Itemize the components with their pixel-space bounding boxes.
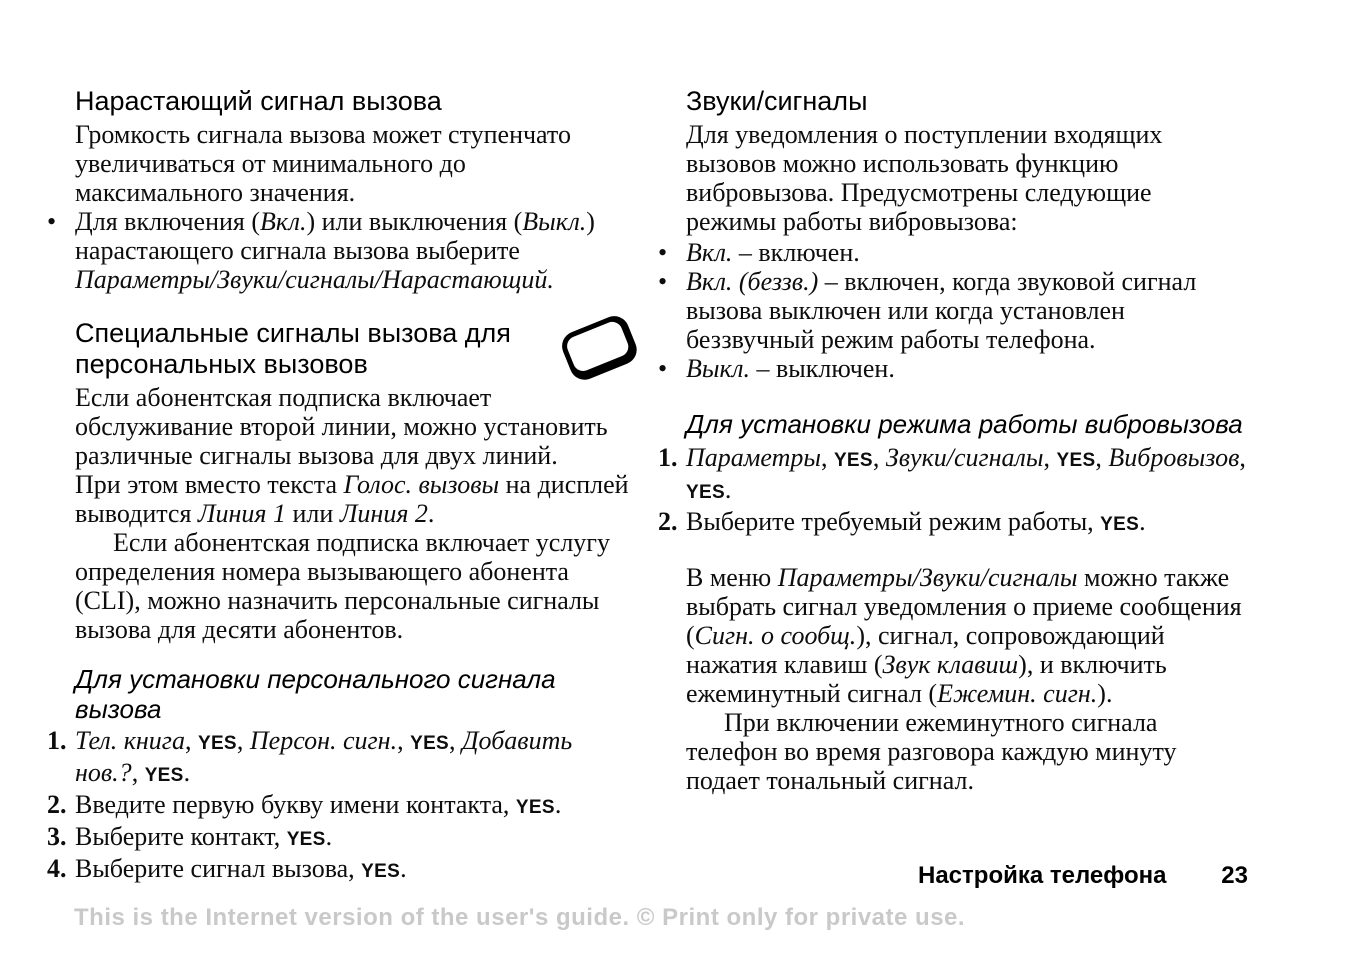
list-item-text: Выберите сигнал вызова, YES. bbox=[75, 854, 407, 883]
paragraph-personal-rings-3: Если абонентская подписка включает услугу определения номера вызывающего абонента (CLI), можно назначить персональные сигналы вызова для десяти абонентов. bbox=[75, 528, 610, 644]
paragraph-personal-rings-2: При этом вместо текста Голос. вызовы на дисплей выводится Линия 1 или Линия 2. bbox=[75, 470, 629, 528]
left-column bbox=[47, 86, 640, 886]
bullet-text: Вкл. – включен. bbox=[686, 238, 860, 267]
bullet-text: Вкл. (беззв.) – включен, когда звуковой сигнал вызова выключен или когда установлен беззвучный режим работы телефона. bbox=[686, 267, 1197, 354]
paragraph-personal-rings-1: Если абонентская подписка включает обслуживание второй линии, можно установить различные сигналы вызова для двух линий. bbox=[75, 383, 608, 470]
list-item bbox=[47, 726, 640, 790]
bullet-item bbox=[658, 354, 1248, 383]
list-number: 1. bbox=[658, 443, 678, 472]
section-title-ramping-ring: Нарастающий сигнал вызова bbox=[75, 86, 442, 116]
footer-page-number: 23 bbox=[1221, 862, 1248, 889]
list-number: 4. bbox=[47, 854, 67, 883]
phone-outline-icon bbox=[560, 314, 640, 382]
page-footer bbox=[918, 862, 1248, 890]
list-item bbox=[658, 507, 1248, 539]
list-item bbox=[47, 854, 640, 886]
list-item-text: Параметры, YES, Звуки/сигналы, YES, Вибровызов, YES. bbox=[686, 443, 1246, 504]
bullet-item bbox=[658, 238, 1248, 267]
paragraph-sounds-alerts-body: Для уведомления о поступлении входящих вызовов можно использовать функцию вибровызова. Предусмотрены следующие режимы работы вибровызова: bbox=[686, 120, 1163, 236]
list-item bbox=[658, 443, 1248, 507]
numbered-list bbox=[658, 443, 1248, 539]
numbered-list bbox=[47, 726, 640, 886]
paragraph-note-minute-minder: При включении ежеминутного сигнала телефон во время разговора каждую минуту подает тональный сигнал. bbox=[686, 708, 1177, 795]
footer-section-title: Настройка телефона bbox=[918, 862, 1167, 889]
bullet-item bbox=[47, 207, 640, 294]
list-item-text: Введите первую букву имени контакта, YES. bbox=[75, 790, 562, 819]
list-item-text: Тел. книга, YES, Персон. сигн., YES, Добавить нов.?, YES. bbox=[75, 726, 573, 787]
list-item-text: Выберите контакт, YES. bbox=[75, 822, 333, 851]
list-item bbox=[47, 790, 640, 822]
section-title-personal-rings: Специальные сигналы вызова для персональных вызовов bbox=[75, 318, 511, 379]
bullet-marker: • bbox=[658, 354, 668, 383]
procedure-title-set-vibrating-alert: Для установки режима работы вибровызова bbox=[686, 409, 1243, 439]
bullet-list bbox=[658, 238, 1248, 383]
list-item bbox=[47, 822, 640, 854]
list-number: 2. bbox=[658, 507, 678, 536]
list-number: 3. bbox=[47, 822, 67, 851]
bullet-text: Выкл. – выключен. bbox=[686, 354, 895, 383]
list-number: 1. bbox=[47, 726, 67, 755]
procedure-title-set-personal-ring: Для установки персонального сигнала вызова bbox=[75, 664, 556, 724]
bullet-item bbox=[658, 267, 1248, 354]
bullet-marker: • bbox=[658, 238, 668, 267]
bullet-text: Для включения (Вкл.) или выключения (Выкл.) нарастающего сигнала вызова выберите Параметры/Звуки/сигналы/Нарастающий. bbox=[75, 207, 595, 294]
list-number: 2. bbox=[47, 790, 67, 819]
watermark-text: This is the Internet version of the user's guide. © Print only for private use. bbox=[74, 904, 966, 931]
paragraph-ramping-ring-body: Громкость сигнала вызова может ступенчато увеличиваться от минимального до максимального значения. bbox=[75, 120, 571, 207]
paragraph-note-menu: В меню Параметры/Звуки/сигналы можно также выбрать сигнал уведомления о приеме сообщения (Сигн. о сообщ.), сигнал, сопровождающий нажатия клавиш (Звук клавиш), и включить ежеминутный сигнал (Ежемин. сигн.). bbox=[686, 563, 1242, 708]
right-column bbox=[658, 86, 1248, 795]
section-title-sounds-alerts: Звуки/сигналы bbox=[686, 86, 868, 116]
list-item-text: Выберите требуемый режим работы, YES. bbox=[686, 507, 1146, 536]
bullet-marker: • bbox=[47, 207, 57, 236]
bullet-marker: • bbox=[658, 267, 668, 296]
